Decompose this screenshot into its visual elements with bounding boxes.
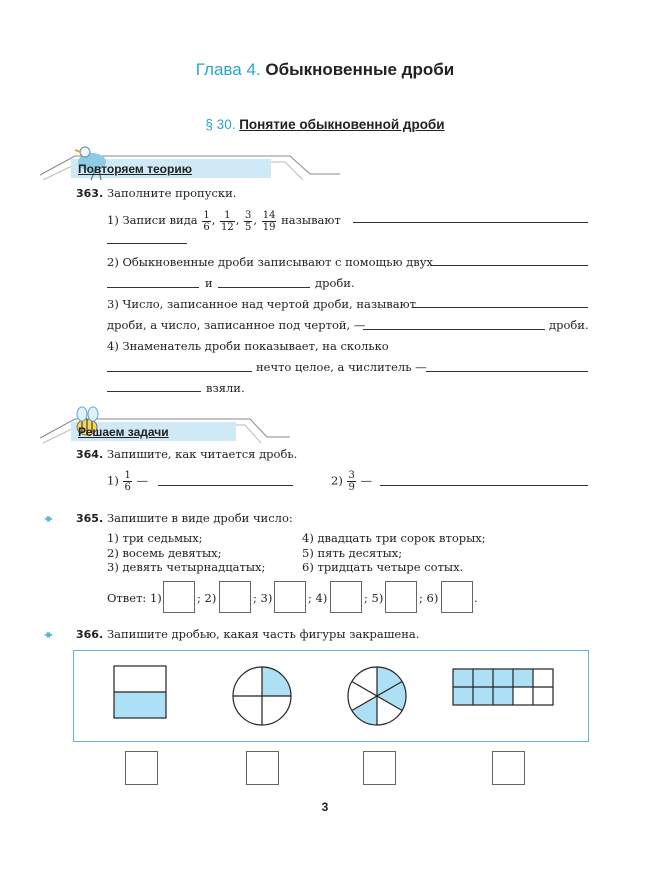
answer-sep: ; 2) [197,591,217,605]
answer-sep: ; 4) [308,591,328,605]
figure-answer-box-4[interactable] [492,751,525,785]
fraction: $\frac{1}{12}$ [221,209,234,233]
task-363-item-3: 3) Число, записанное над чертой дроби, называют [107,297,417,311]
blank-line[interactable] [107,391,201,392]
chapter-heading [0,60,650,80]
blank-line[interactable] [430,265,588,266]
taken-text: взяли. [206,381,245,395]
fractions-text: дроби. [315,276,355,290]
section-prefix: § 30. [205,117,236,132]
blank-line[interactable] [158,485,293,486]
task-363-item-2: 2) Обыкновенные дроби записывают с помощью двух [107,255,433,269]
fraction: $\frac{3}{5}$ [245,209,252,233]
blank-line[interactable] [107,243,187,244]
solve-banner-label: Решаем задачи [78,425,169,439]
blank-line[interactable] [363,329,545,330]
blank-line[interactable] [353,222,588,223]
task-363-item-1: 1) Записи вида $\frac{1}{6}$ , $\frac{1}{12}$ , $\frac{3}{5}$ , $\frac{14}{19}$ называют [107,209,341,233]
figures [73,650,589,742]
chapter-prefix: Глава 4. [195,60,261,79]
page-number: 3 [321,800,329,814]
blank-line[interactable] [218,287,310,288]
task-364-a: 1) $\frac{1}{6}$ — [107,470,148,493]
fraction: $\frac{1}{6}$ [124,470,131,493]
fraction: $\frac{1}{6}$ [203,209,210,233]
task-365-number: 365. [76,512,104,525]
section-title: Понятие обыкновенной дроби [239,117,445,132]
fraction: $\frac{14}{19}$ [262,209,276,233]
blank-line[interactable] [107,371,252,372]
answer-box-6[interactable] [441,581,473,613]
answer-sep: ; 3) [253,591,273,605]
fraction: $\frac{3}{9}$ [348,470,355,493]
blank-line[interactable] [426,371,588,372]
marker-arrow-icon: ◂▸ [44,511,51,525]
figure-answer-box-1[interactable] [125,751,158,785]
task-363-item-3b: дроби, а число, записанное под чертой, — [107,318,366,332]
fractions-end-text: дроби. [549,318,589,332]
answer-box-3[interactable] [274,581,306,613]
task-363-number: 363. [76,187,104,200]
review-banner-label: Повторяем теорию [78,162,192,176]
task-363-item-4: 4) Знаменатель дроби показывает, на сколько [107,339,389,353]
task-365-left-list: 1) три седьмых; 2) восемь девятых; 3) девять четырнадцатых; [107,531,266,574]
grid-figure [453,669,553,705]
task-363-item-4b: нечто целое, а числитель — [256,360,427,374]
answer-label: Ответ: 1) [107,591,162,605]
task-364-b: 2) $\frac{3}{9}$ — [331,470,372,493]
task-364-prompt: Запишите, как читается дробь. [107,447,298,461]
and-text: и [205,276,213,290]
blank-line[interactable] [412,307,588,308]
answer-sep: ; 6) [419,591,439,605]
figure-answer-box-2[interactable] [246,751,279,785]
circle-sixths-figure [348,667,406,725]
marker-arrow-icon: ◂▸ [44,627,51,641]
answer-sep: . [474,591,478,605]
figure-answer-box-3[interactable] [363,751,396,785]
answer-box-5[interactable] [385,581,417,613]
task-366-prompt: Запишите дробью, какая часть фигуры закрашена. [107,627,420,641]
square-figure [114,666,166,718]
circle-quarters-figure [233,667,291,725]
answer-box-1[interactable] [163,581,195,613]
blank-line[interactable] [380,485,588,486]
task-364-number: 364. [76,448,104,461]
section-heading [0,117,650,132]
blank-line[interactable] [107,287,199,288]
task-366-number: 366. [76,628,104,641]
task-365-right-list: 4) двадцать три сорок вторых; 5) пять десятых; 6) тридцать четыре сотых. [302,531,486,574]
answer-box-2[interactable] [219,581,251,613]
task-365-prompt: Запишите в виде дроби число: [107,511,293,525]
answer-sep: ; 5) [364,591,384,605]
answer-box-4[interactable] [330,581,362,613]
task-363-prompt: Заполните пропуски. [107,186,237,200]
chapter-title: Обыкновенные дроби [265,60,455,79]
